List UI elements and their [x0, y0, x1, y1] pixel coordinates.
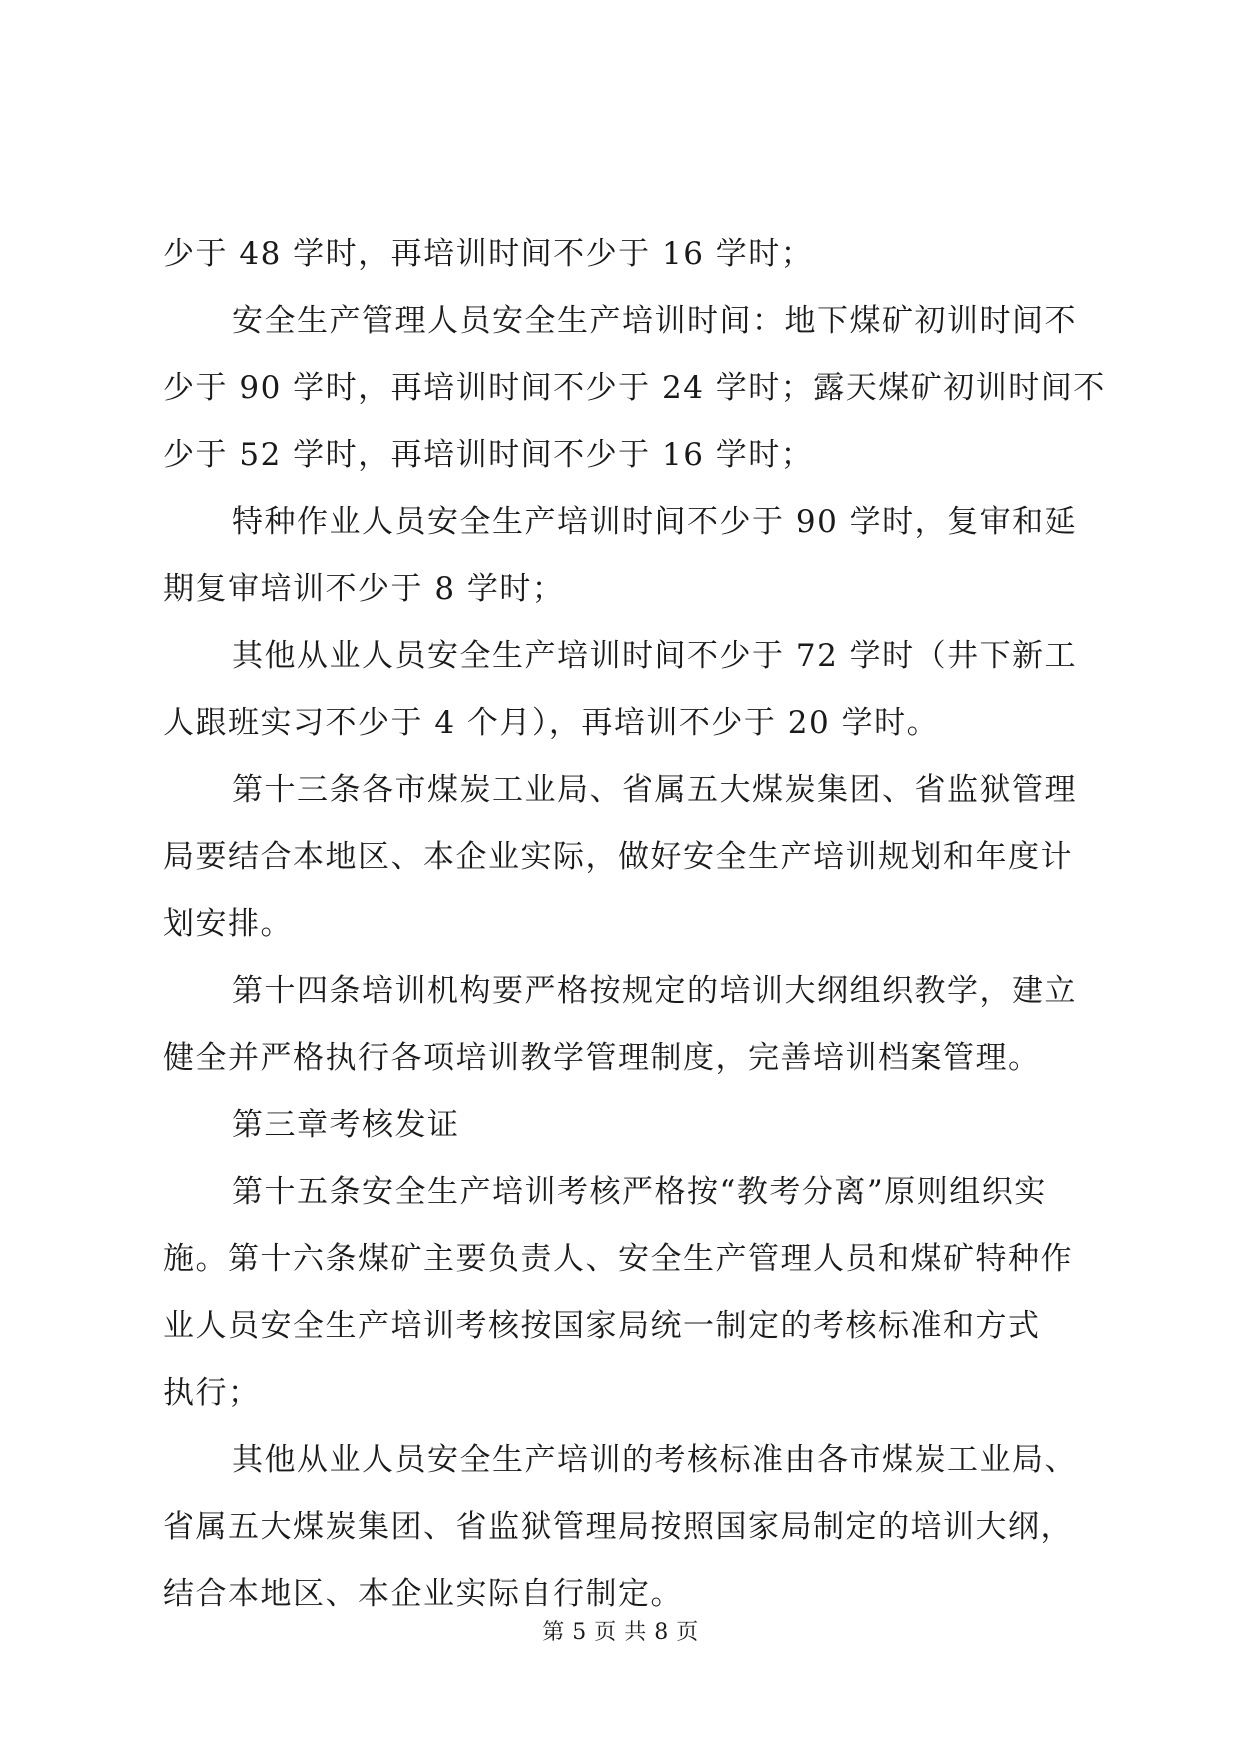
text-line: 省属五大煤炭集团、省监狱管理局按照国家局制定的培训大纲， [163, 1509, 1073, 1545]
text-line: 其他从业人员安全生产培训时间不少于 72 学时（井下新工 [232, 638, 1078, 674]
text-line: 第十三条各市煤炭工业局、省属五大煤炭集团、省监狱管理 [232, 772, 1077, 808]
page-number-footer: 第 5 页 共 8 页 [542, 1620, 699, 1645]
text-line: 特种作业人员安全生产培训时间不少于 90 学时，复审和延 [232, 504, 1078, 540]
text-line: 少于 52 学时，再培训时间不少于 16 学时； [163, 437, 814, 473]
document-body [163, 231, 1106, 1638]
chapter-heading: 第三章考核发证 [232, 1107, 460, 1143]
text-line: 人跟班实习不少于 4 个月），再培训不少于 20 学时。 [163, 705, 940, 741]
text-line: 业人员安全生产培训考核按国家局统一制定的考核标准和方式 [163, 1308, 1041, 1344]
text-line: 第十四条培训机构要严格按规定的培训大纲组织教学，建立 [232, 973, 1077, 1009]
text-line: 划安排。 [163, 906, 293, 942]
text-line: 局要结合本地区、本企业实际，做好安全生产培训规划和年度计 [163, 839, 1073, 875]
text-line: 期复审培训不少于 8 学时； [163, 571, 565, 607]
text-line: 其他从业人员安全生产培训的考核标准由各市煤炭工业局、 [232, 1442, 1077, 1478]
text-line: 少于 90 学时，再培训时间不少于 24 学时；露天煤矿初训时间不 [163, 370, 1106, 406]
text-line: 健全并严格执行各项培训教学管理制度，完善培训档案管理。 [163, 1040, 1041, 1076]
text-line: 施。第十六条煤矿主要负责人、安全生产管理人员和煤矿特种作 [163, 1241, 1073, 1277]
text-line: 少于 48 学时，再培训时间不少于 16 学时； [163, 236, 814, 272]
text-line: 结合本地区、本企业实际自行制定。 [163, 1576, 683, 1612]
text-line: 执行； [163, 1375, 261, 1411]
text-line: 安全生产管理人员安全生产培训时间：地下煤矿初训时间不 [232, 303, 1077, 339]
text-line: 第十五条安全生产培训考核严格按“教考分离”原则组织实 [232, 1174, 1047, 1210]
